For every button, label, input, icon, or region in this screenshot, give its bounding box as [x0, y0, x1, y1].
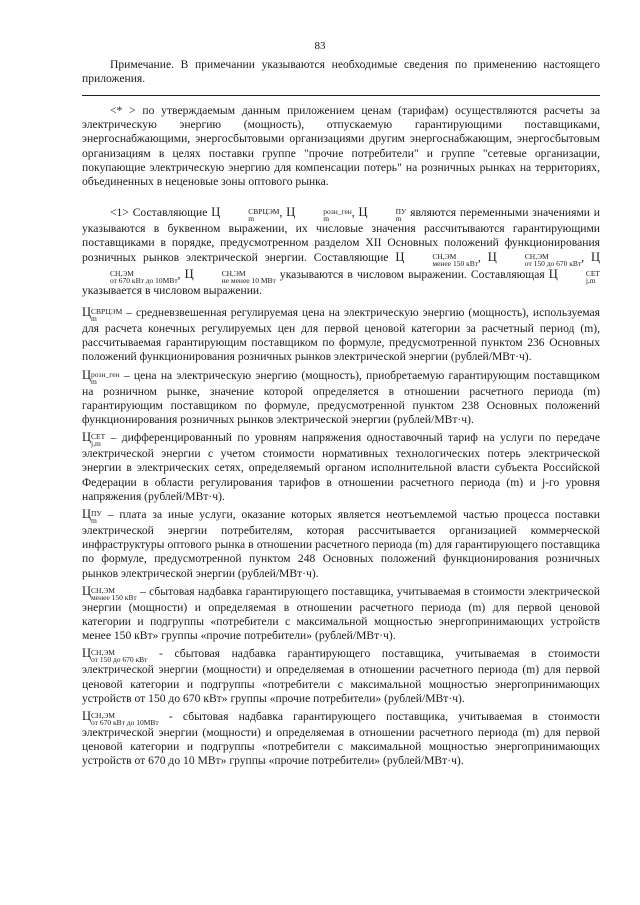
definition-rozn-gen: Ц розн_ген m – цена на электрическую энергию (мощность), приобретаемую гарантирующим поставщиком на розничном рынке, значение которой определяется в отношении расчетного периода (m) гарантирующим поставщиком по формуле, предусмотренной пунктом 238 Основных положений функционирования розничных рынков электрической энергии (рублей/МВт·ч).: [82, 367, 600, 427]
page-number: 83: [314, 40, 326, 52]
definition-less150: Ц СН,ЭМ менее 150 кВт – сбытовая надбавка гарантирующего поставщика, учитываемая в стоимости электрической энергии (мощности) и определяемая в отношении расчетного периода (m) для первой ценовой категории и подгруппы «потребители с максимальной мощностью энергопринимающих устройств менее 150 кВт» группы «прочие потребители» (рублей/МВт·ч).: [82, 583, 600, 643]
symbol-not-less10: Ц СН,ЭМ не менее 10 МВт: [184, 267, 276, 286]
footnote-1-end: указывается в числовом выражении.: [82, 284, 263, 298]
separator-line: [82, 95, 600, 96]
symbol-less150: Ц СН,ЭМ менее 150 кВт: [395, 250, 479, 269]
footnote-1-mid1: являются переменными значениями и указываются в буквенном выражении, их числовые значения рассчитываются гарантирующими поставщиками в порядке, предусмотренном разделом XII Основных положений функционирования розничных рынков электрической энергии. Составляющие: [82, 206, 601, 265]
footnote-star: [82, 104, 600, 189]
footnote-1-text: <1> Составляющие Ц СВРЦЭМ m , Ц розн_ген m , Ц ПУ m являются переменными значениями и указываются в буквенном выражении, их числовые значения рассчитываются гарантирующими поставщиками в порядке, предусмотренном разделом XII Основных положений функционирования розничных рынков электрической энергии. Составляющие Ц СН,ЭМ менее 150 кВт , Ц СН,ЭМ от 150 до 670 кВт , Ц СН,ЭМ от 670 кВт до 10МВт , Ц СН,ЭМ не менее 10 МВт указываются в числовом выражении. Составляющая Ц СЕТ j,m указывается в числовом выражении.: [82, 205, 601, 298]
definition-pu: Ц ПУ m – плата за иные услуги, оказание которых является неотъемлемой частью процесса поставки электрической энергии потребителям, которая рассчитывается организацией коммерческой инфраструктуры оптового рынка в отношении расчетного периода (m) для гарантирующего поставщика по формуле, предусмотренной пунктом 248 Основных положений функционирования розничных рынков электрической энергии (рублей/МВт·ч).: [82, 507, 600, 580]
symbol-150-670: Ц СН,ЭМ от 150 до 670 кВт: [487, 250, 582, 269]
definition-svrcem: Ц СВРЦЭМ m – средневзвешенная регулируемая цена на электрическую энергию (мощность), используемая для расчета конечных регулируемых цен для первой ценовой категории за расчетный период (m), рассчитываемая гарантирующим поставщиком по формуле, предусмотренной пунктом 236 Основных положений функционирования розничных рынков электрической энергии (рублей/МВт·ч).: [82, 305, 600, 364]
footnote-1-mid2: указываются в числовом выражении. Составляющая: [279, 268, 545, 282]
definition-150-670: Ц СН,ЭМ от 150 до 670 кВт - сбытовая надбавка гарантирующего поставщика, учитываемая в стоимости электрической энергии (мощности) и определяемая в отношении расчетного периода (m) для первой ценовой категории и подгруппы «потребители с максимальной мощностью энергопринимающих устройств от 150 до 670 кВт» группы «прочие потребители» (рублей/МВт·ч).: [82, 646, 600, 705]
footnote-1: [82, 205, 600, 299]
definitions-list: [82, 305, 600, 769]
note-paragraph: [82, 58, 600, 86]
definition-set: Ц СЕТ j,m – дифференцированный по уровням напряжения одноставочный тариф на услуги по передаче электрической энергии с учетом стоимости нормативных технологических потерь электрической энергии в электрических сетях, определяемый органом исполнительной власти субъекта Российской Федерации в области регулирования тарифов в отношении расчетного периода (m) и j-го уровня напряжения (рублей/МВт·ч).: [82, 430, 600, 503]
footnote-star-text: <* > по утверждаемым данным приложением ценам (тарифам) осуществляются расчеты за электрическую энергию (мощность), отпускаемую гарантирующими поставщиками, энергоснабжающими, энергосбытовыми организациями другим энергоснабжающим, энергосбытовым организациям в целях поставки группе "прочие потребители" и группе "сетевые организации, покупающие электрическую энергию для компенсации потерь" на розничных рынках на территориях, объединенных в неценовые зоны оптового рынка.: [82, 104, 600, 189]
symbol-670-10: Ц СН,ЭМ от 670 кВт до 10МВт: [110, 250, 600, 286]
note-text: Примечание. В примечании указываются необходимые сведения по применению настоящего приложения.: [82, 58, 600, 86]
symbol-set: Ц СЕТ j,m: [548, 267, 600, 286]
symbol-rozn-gen: Ц розн_ген m: [286, 205, 352, 223]
footnote-1-lead: <1> Составляющие: [110, 206, 208, 219]
symbol-svrcem: Ц СВРЦЭМ m: [211, 205, 280, 223]
symbol-pu: Ц ПУ m: [358, 205, 407, 223]
definition-670-10: Ц СН,ЭМ от 670 кВт до 10МВт - сбытовая надбавка гарантирующего поставщика, учитываемая в стоимости электрической энергии (мощности) и определяемая в отношении расчетного периода (m) для первой ценовой категории и подгруппы «потребители с максимальной мощностью энергопринимающих устройств от 670 до 10 МВт» группы «прочие потребители» (рублей/МВт·ч).: [82, 709, 600, 768]
